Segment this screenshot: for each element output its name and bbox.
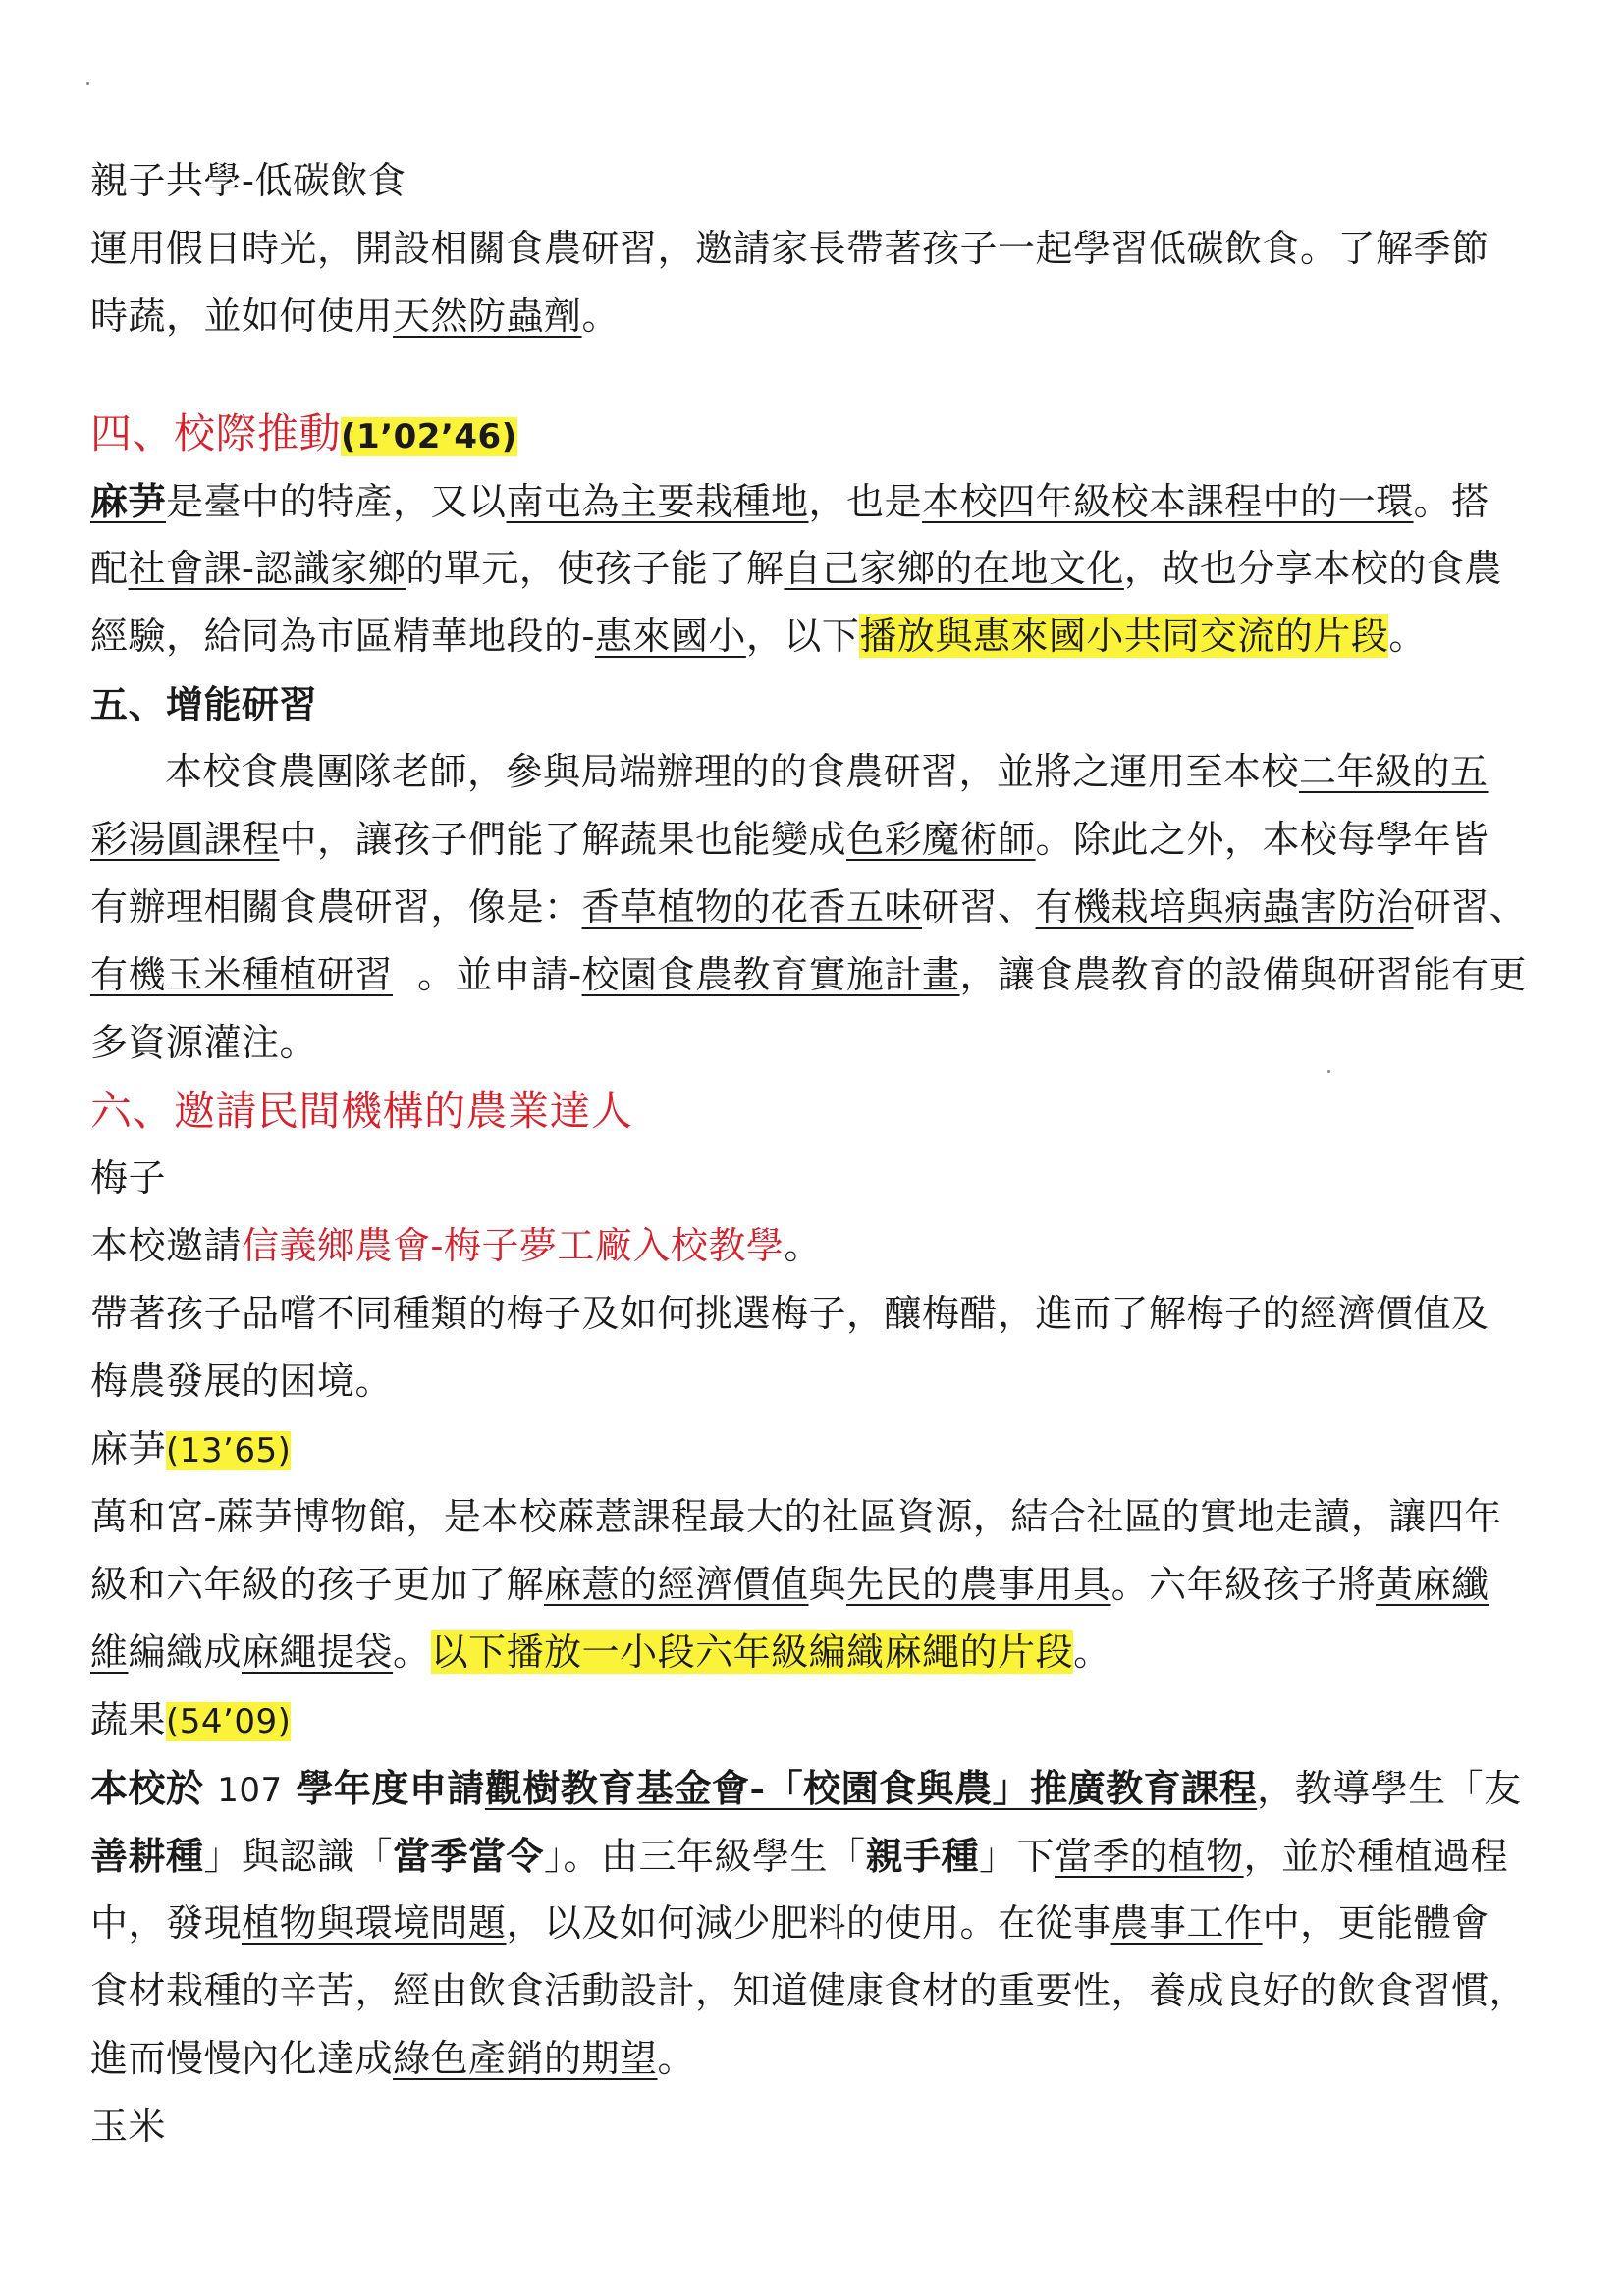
paragraph-line: 帶著孩子品嚐不同種類的梅子及如何挑選梅子，釀梅醋，進而了解梅子的經濟價值及 bbox=[90, 1292, 1489, 1335]
paragraph-line: 食材栽種的辛苦，經由飲食活動設計，知道健康食材的重要性，養成良好的飲食習慣， bbox=[90, 1969, 1528, 2012]
paragraph-line: 運用假日時光，開設相關食農研習，邀請家長帶著孩子一起學習低碳飲食。了解季節 bbox=[90, 227, 1489, 270]
paragraph-line: 善耕種」與認識「當季當令」。由三年級學生「親手種」下當季的植物，並於種植過程 bbox=[90, 1834, 1509, 1878]
subsection-title-jute: 麻芛(13’65) bbox=[90, 1427, 292, 1470]
highlighted-text: 以下播放一小段六年級編織麻繩的片段 bbox=[430, 1630, 1074, 1674]
section-heading-4 bbox=[90, 400, 1543, 467]
paragraph-line: 本校於 107 學年度申請觀樹教育基金會-「校園食與農」推廣教育課程，教導學生「友 bbox=[90, 1766, 1522, 1810]
paragraph-line: 有機玉米種植研習 。並申請-校園食農教育實施計畫，讓食農教育的設備與研習能有更 bbox=[90, 953, 1528, 996]
paragraph-line: 萬和宮-蔴芛博物館，是本校蔴薏課程最大的社區資源，結合社區的實地走讀，讓四年 bbox=[90, 1495, 1502, 1538]
spacer bbox=[90, 350, 1543, 400]
paragraph-line: 中，發現植物與環境問題，以及如何減少肥料的使用。在從事農事工作中，更能體會 bbox=[90, 1901, 1489, 1945]
scan-speck bbox=[86, 82, 89, 85]
paragraph-line: 維編織成麻繩提袋。以下播放一小段六年級編織麻繩的片段。 bbox=[90, 1630, 1111, 1674]
document-page bbox=[90, 147, 1543, 2161]
paragraph-line: 本校食農團隊老師，參與局端辦理的的食農研習，並將之運用至本校二年級的五 bbox=[165, 750, 1489, 793]
timestamp-highlight: (54’09) bbox=[166, 1702, 292, 1741]
paragraph-line: 麻芛是臺中的特產，又以南屯為主要栽種地，也是本校四年級校本課程中的一環。搭 bbox=[90, 479, 1489, 523]
section-heading-5: 五、增能研習 bbox=[90, 682, 318, 726]
paragraph-line: 多資源灌注。 bbox=[90, 1021, 318, 1064]
paragraph-line: 級和六年級的孩子更加了解麻薏的經濟價值與先民的農事用具。六年級孩子將黃麻纖 bbox=[90, 1563, 1489, 1606]
paragraph-line: 經驗，給同為市區精華地段的-惠來國小，以下播放與惠來國小共同交流的片段。 bbox=[90, 614, 1427, 658]
section-title-parent-child: 親子共學-低碳飲食 bbox=[90, 159, 406, 202]
paragraph-line: 梅農發展的困境。 bbox=[90, 1360, 394, 1403]
timestamp-highlight: (13’65) bbox=[166, 1431, 292, 1470]
paragraph-line: 彩湯圓課程中，讓孩子們能了解蔬果也能變成色彩魔術師。除此之外，本校每學年皆 bbox=[90, 818, 1489, 861]
paragraph-line: 時蔬，並如何使用天然防蟲劑。 bbox=[90, 294, 621, 338]
underlined-term: 天然防蟲劑 bbox=[393, 294, 582, 338]
timestamp-highlight: (1’02’46) bbox=[341, 417, 517, 456]
subsection-title-plum: 梅子 bbox=[90, 1156, 167, 1200]
paragraph-line: 配社會課-認識家鄉的單元，使孩子能了解自己家鄉的在地文化，故也分享本校的食農 bbox=[90, 547, 1502, 590]
heading-text: 四、校際推動 bbox=[90, 409, 342, 457]
paragraph-line: 進而慢慢內化達成綠色產銷的期望。 bbox=[90, 2037, 696, 2080]
paragraph-line: 本校邀請信義鄉農會-梅子夢工廠入校教學。 bbox=[90, 1224, 822, 1267]
paragraph-line: 有辦理相關食農研習，像是：香草植物的花香五味研習、有機栽培與病蟲害防治研習、 bbox=[90, 885, 1528, 929]
highlighted-text: 播放與惠來國小共同交流的片段 bbox=[859, 614, 1389, 658]
subsection-title-vegetables: 蔬果(54’09) bbox=[90, 1698, 292, 1741]
section-heading-6: 六、邀請民間機構的農業達人 bbox=[90, 1087, 633, 1135]
red-text: 信義鄉農會-梅子夢工廠入校教學 bbox=[242, 1224, 785, 1267]
subsection-title-corn: 玉米 bbox=[90, 2105, 167, 2148]
